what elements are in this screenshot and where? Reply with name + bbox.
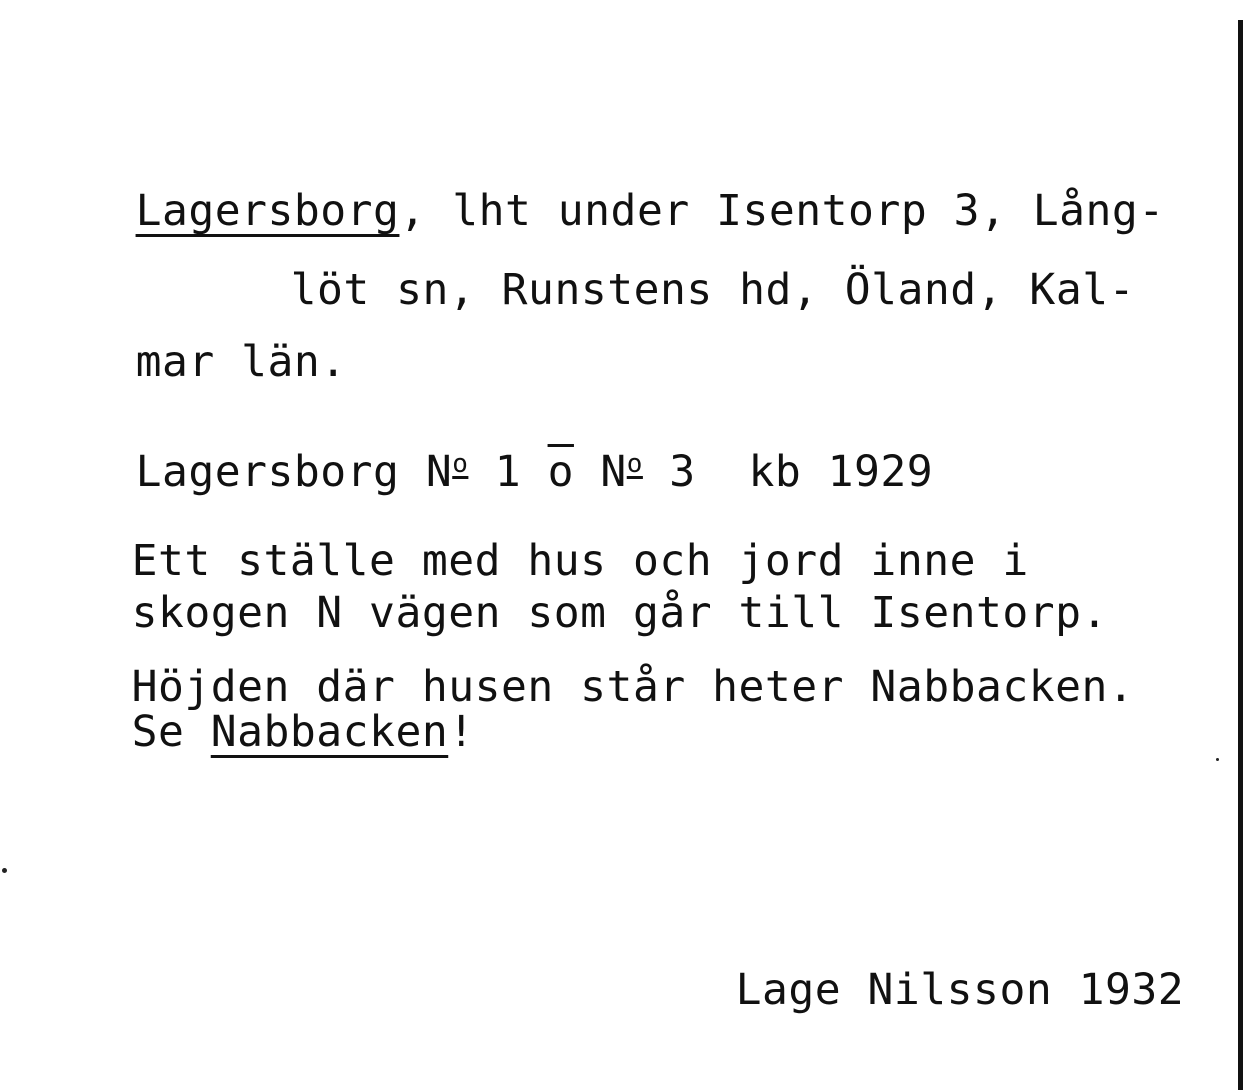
ink-speck: [1216, 758, 1219, 761]
heading-text-2: löt sn, Runstens hd, Öland, Kal-: [290, 265, 1135, 315]
numero-sign-a: $N^o$: [425, 447, 469, 497]
description-line-4: Se Nabbacken!: [131, 707, 475, 757]
signature: Lage Nilsson 1932: [735, 965, 1185, 1015]
record-number-2: 3 kb 1929: [642, 447, 934, 497]
description-line-3: Höjden där husen står heter Nabbacken.: [131, 662, 1135, 712]
numero-sign-b: $N^o$: [600, 447, 643, 497]
description-line-2: skogen N vägen som går till Isentorp.: [131, 588, 1108, 638]
card-edge-line: [1238, 20, 1243, 1090]
description-line-1: Ett ställe med hus och jord inne i: [131, 536, 1029, 586]
place-name: Lagersborg: [135, 186, 400, 236]
record-o-mark: $\overline{o}$: [547, 447, 574, 497]
cross-reference-link: Nabbacken: [210, 707, 449, 757]
record-number-1: 1: [468, 447, 548, 497]
record-prefix: Lagersborg: [135, 447, 426, 497]
heading-text-1: , lht under Isentorp 3, Lång-: [399, 186, 1165, 236]
ink-speck: [2, 868, 7, 873]
heading-text-3: mar län.: [135, 337, 347, 387]
